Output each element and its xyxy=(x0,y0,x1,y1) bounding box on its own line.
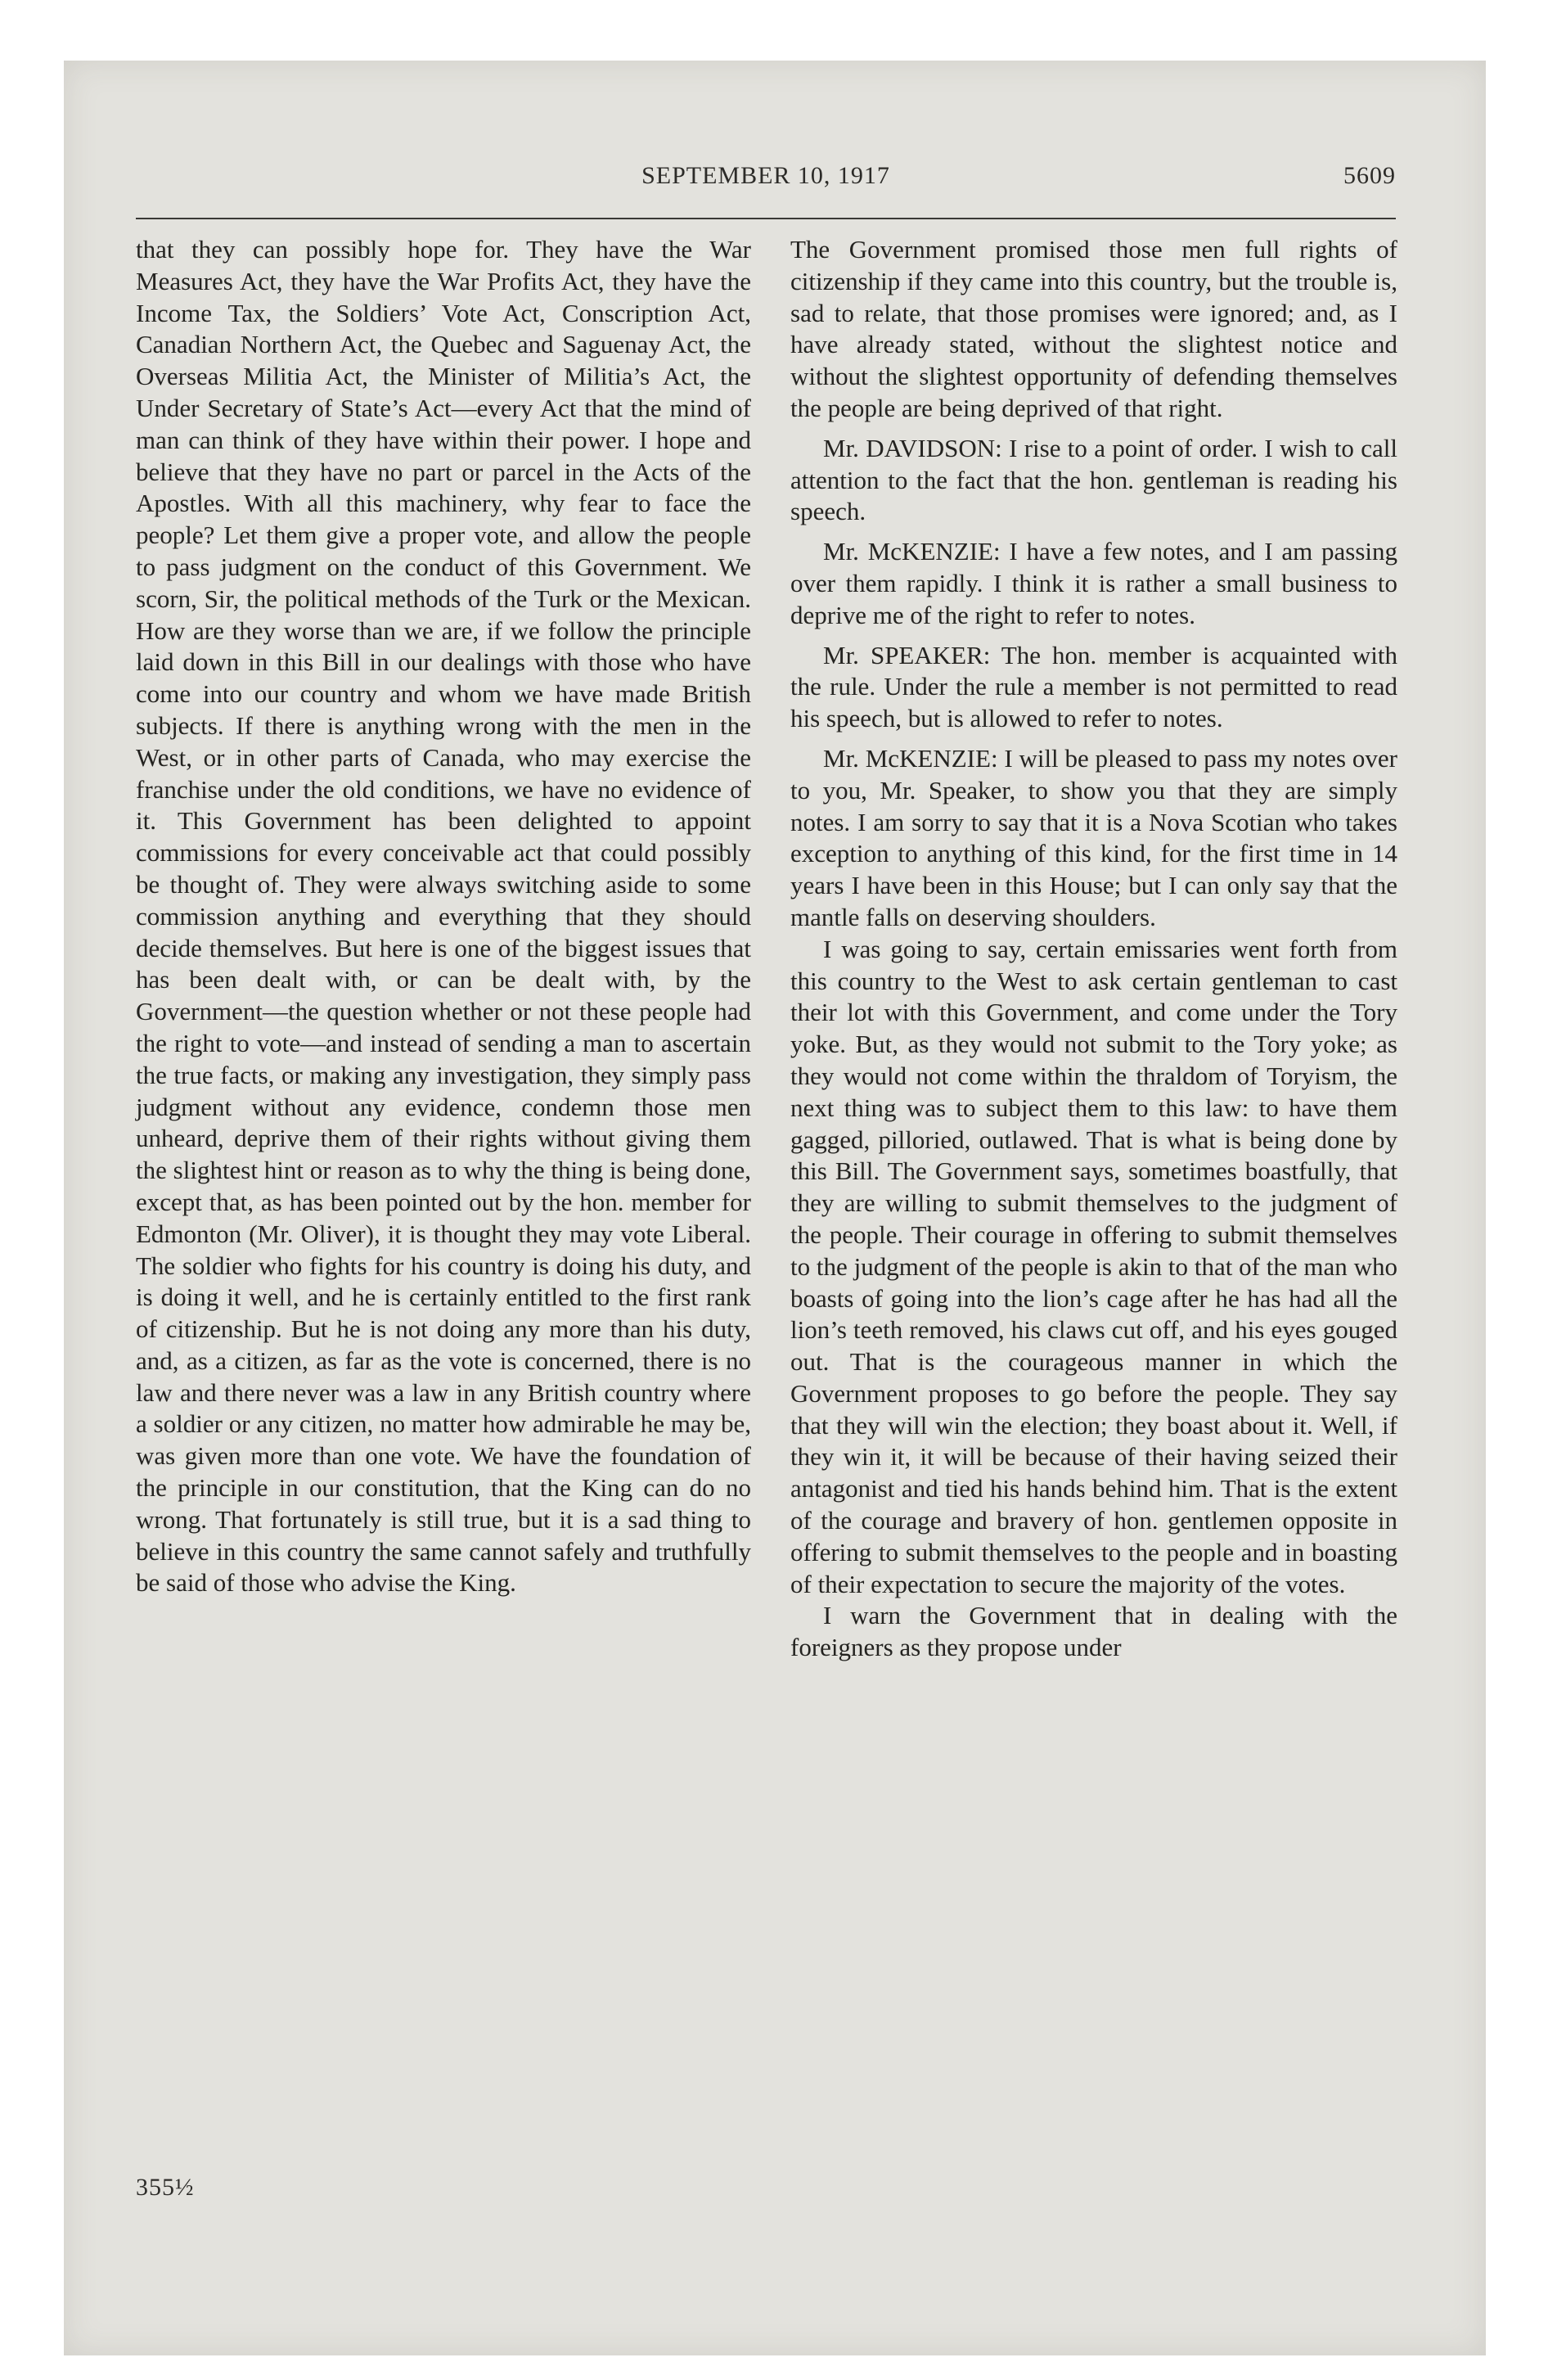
paragraph-speaker: Mr. SPEAKER: The hon. member is acquainted with the rule. Under the rule a member is not permitted to read his speech, but is allowed to refer to notes. xyxy=(790,640,1397,733)
right-column xyxy=(790,234,1397,1664)
paragraph: I warn the Government that in dealing with the foreigners as they propose under xyxy=(790,1601,1397,1662)
paragraph: I was going to say, certain emissaries went forth from this country to the West to ask certain gentleman to cast their lot with this Government, and come under the Tory yoke. But, as they would not submit to the Tory yoke; as they would not come within the thraldom of Toryism, the next thing was to subject them to this law: to have them gagged, pilloried, outlawed. That is what is being done by this Bill. The Government says, sometimes boastfully, that they are willing to submit themselves to the judgment of the people. Their courage in offering to submit themselves to the judgment of the people is akin to that of the man who boasts of going into the lion’s cage after he has had all the lion’s teeth removed, his claws cut off, and his eyes gouged out. That is the courageous manner in which the Government proposes to go before the people. They say that they will win the election; they boast about it. Well, if they win it, it will be because of their having seized their antagonist and tied his hands behind him. That is the extent of the courage and bravery of hon. gentlemen opposite in offering to submit themselves to the people and in boasting of their expectation to secure the majority of the votes. xyxy=(790,934,1397,1598)
left-column xyxy=(136,234,751,1599)
paragraph: that they can possibly hope for. They have the War Measures Act, they have the War Profits Act, they have the Income Tax, the Soldiers’ Vote Act, Conscription Act, Canadian Northern Act, the Quebec and Saguenay Act, the Overseas Militia Act, the Minister of Militia’s Act, the Under Secretary of State’s Act—every Act that the mind of man can think of they have within their power. I hope and believe that they have no part or parcel in the Acts of the Apostles. With all this machinery, why fear to face the people? Let them give a proper vote, and allow the people to pass judgment on the conduct of this Government. We scorn, Sir, the political methods of the Turk or the Mexican. How are they worse than we are, if we follow the principle laid down in this Bill in our dealings with those who have come into our country and whom we have made British subjects. If there is anything wrong with the men in the West, or in other parts of Canada, who may exercise the franchise under the old conditions, we have no evidence of it. This Government has been delighted to appoint commissions for every conceivable act that could possibly be thought of. They were always switching aside to some commission anything and everything that they should decide themselves. But here is one of the biggest issues that has been dealt with, or can be dealt with, by the Government—the question whether or not these people had the right to vote—and instead of sending a man to ascertain the true facts, or making any investigation, they simply pass judgment without any evidence, condemn those men unheard, deprive them of their rights without giving them the slightest hint or reason as to why the thing is being done, except that, as has been pointed out by the hon. member for Edmonton (Mr. Oliver), it is thought they may vote Liberal. The soldier who fights for his country is doing his duty, and is doing it well, and he is certainly entitled to the first rank of citizenship. But he is not doing any more than his duty, and, as a citizen, as far as the vote is concerned, there is no law and there never was a law in any British country where a soldier or any citizen, no matter how admirable he may be, was given more than one vote. We have the foundation of the principle in our constitution, that the King can do no wrong. That fortunately is still true, but it is a sad thing to believe in this country the same cannot safely and truthfully be said of those who advise the King. xyxy=(136,235,751,1598)
header-date: SEPTEMBER 10, 1917 xyxy=(641,162,890,189)
page-number: 5609 xyxy=(1343,162,1396,189)
page-header xyxy=(136,162,1396,195)
paragraph-mckenzie: Mr. McKENZIE: I have a few notes, and I am passing over them rapidly. I think it is rather a small business to deprive me of the right to refer to notes. xyxy=(790,537,1397,629)
paragraph: The Government promised those men full rights of citizenship if they came into this country, but the trouble is, sad to relate, that those promises were ignored; and, as I have already stated, without the slightest notice and without the slightest opportunity of defending themselves the people are being deprived of that right. xyxy=(790,235,1397,422)
paragraph-mckenzie: Mr. McKENZIE: I will be pleased to pass my notes over to you, Mr. Speaker, to show you that they are simply notes. I am sorry to say that it is a Nova Scotian who takes exception to anything of this kind, for the first time in 14 years I have been in this House; but I can only say that the mantle falls on deserving shoulders. xyxy=(790,743,1397,931)
signature-mark: 355½ xyxy=(136,2174,195,2201)
header-rule xyxy=(136,218,1396,219)
paragraph-davidson: Mr. DAVIDSON: I rise to a point of order. I wish to call attention to the fact that the hon. gentleman is reading his speech. xyxy=(790,433,1397,526)
